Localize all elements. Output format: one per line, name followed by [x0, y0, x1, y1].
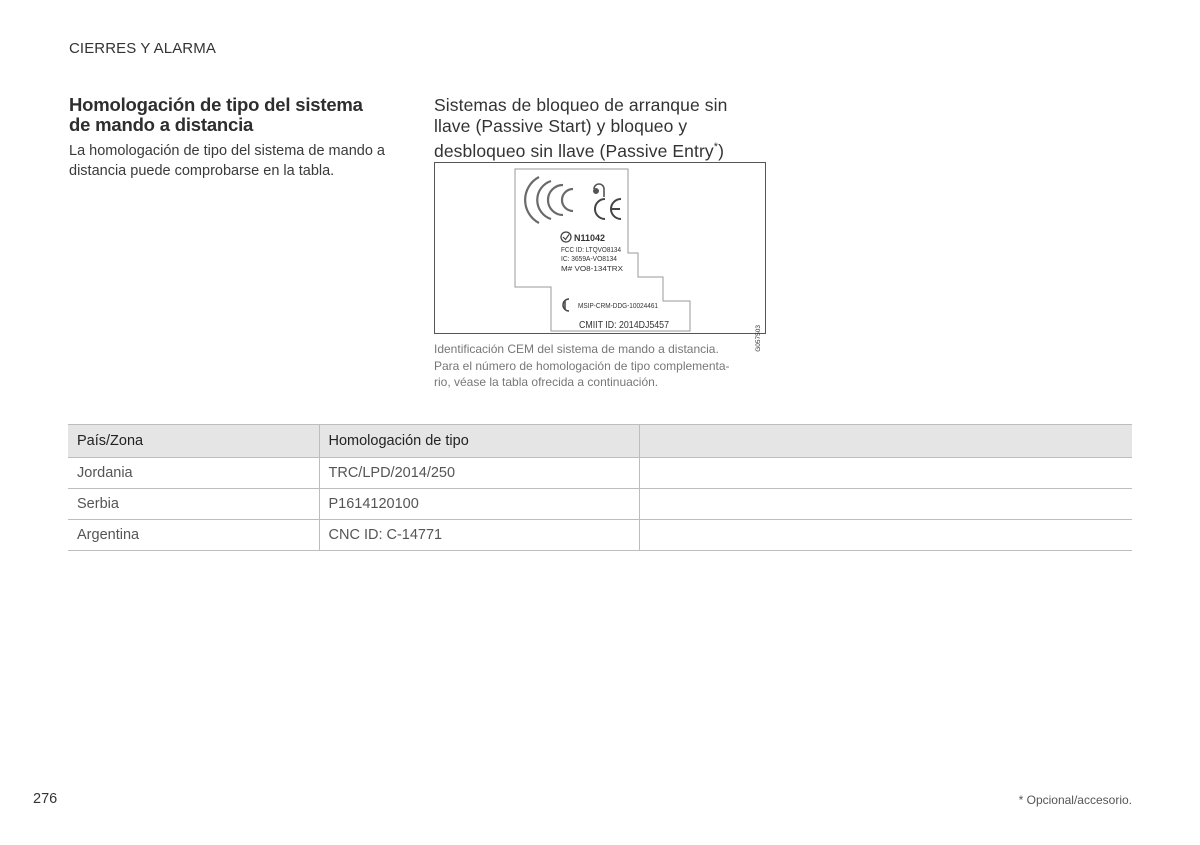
- title-line: Homologación de tipo del sistema: [69, 94, 363, 115]
- title-line: desbloqueo sin llave (Passive Entry: [434, 140, 714, 161]
- title-line: Sistemas de bloqueo de arranque sin: [434, 95, 728, 115]
- table-cell-homologation: P1614120100: [319, 489, 639, 520]
- title-line: llave (Passive Start) y bloqueo y: [434, 116, 688, 136]
- passive-start-title: [434, 95, 774, 162]
- table-cell-empty: [639, 489, 1132, 520]
- column-header-empty: [639, 425, 1132, 458]
- caption-line: rio, véase la tabla ofrecida a continuación.: [434, 375, 659, 389]
- column-header-homologation: Homologación de tipo: [319, 425, 639, 458]
- cmiit-text: CMIIT ID: 2014DJ5457: [579, 319, 670, 331]
- remote-homologation-section: [69, 95, 409, 181]
- homologation-table: [68, 424, 1132, 551]
- table-cell-empty: [639, 458, 1132, 489]
- table-cell-country: Serbia: [68, 489, 319, 520]
- model-text: M# VO8-134TRX: [561, 264, 623, 273]
- column-header-country: País/Zona: [68, 425, 319, 458]
- figure-id: G057503: [755, 325, 762, 352]
- figure-caption: [434, 341, 774, 391]
- remote-label-illustration: [435, 163, 767, 335]
- title-line: de mando a distancia: [69, 114, 254, 135]
- remote-homologation-title: [69, 95, 409, 135]
- table-row: [68, 520, 1132, 551]
- footnote: * Opcional/accesorio.: [1018, 793, 1132, 807]
- msip-text: MSIP-CRM-DDG-10024461: [578, 301, 658, 310]
- section-header: CIERRES Y ALARMA: [69, 40, 216, 57]
- remote-homologation-text: La homologación de tipo del sistema de mando a distancia puede comprobarse en la tabla.: [69, 143, 385, 179]
- radio-symbol-icon: [594, 184, 604, 197]
- caption-line: Identificación CEM del sistema de mando a distancia.: [434, 342, 719, 356]
- arcs-logo-icon: [525, 177, 573, 223]
- table-cell-homologation: CNC ID: C-14771: [319, 520, 639, 551]
- table-cell-homologation: TRC/LPD/2014/250: [319, 458, 639, 489]
- fcc-id-text: FCC ID: LTQVO8134: [561, 245, 621, 254]
- ce-mark-icon: [595, 199, 621, 219]
- title-close: ): [718, 140, 725, 161]
- ic-text: IC: 3659A-VO8134: [561, 254, 617, 263]
- approval-code-text: N11042: [574, 233, 606, 243]
- approval-check-icon: [561, 232, 571, 242]
- table-row: [68, 489, 1132, 520]
- table-cell-country: Jordania: [68, 458, 319, 489]
- kc-mark-icon: [563, 299, 569, 311]
- table-cell-empty: [639, 520, 1132, 551]
- caption-line: Para el número de homologación de tipo complementa-: [434, 358, 730, 373]
- table-header-row: [68, 425, 1132, 458]
- passive-start-section: [434, 95, 774, 162]
- table-cell-country: Argentina: [68, 520, 319, 551]
- optional-marker: *: [713, 141, 719, 153]
- table-row: [68, 458, 1132, 489]
- page-number: 276: [33, 791, 58, 807]
